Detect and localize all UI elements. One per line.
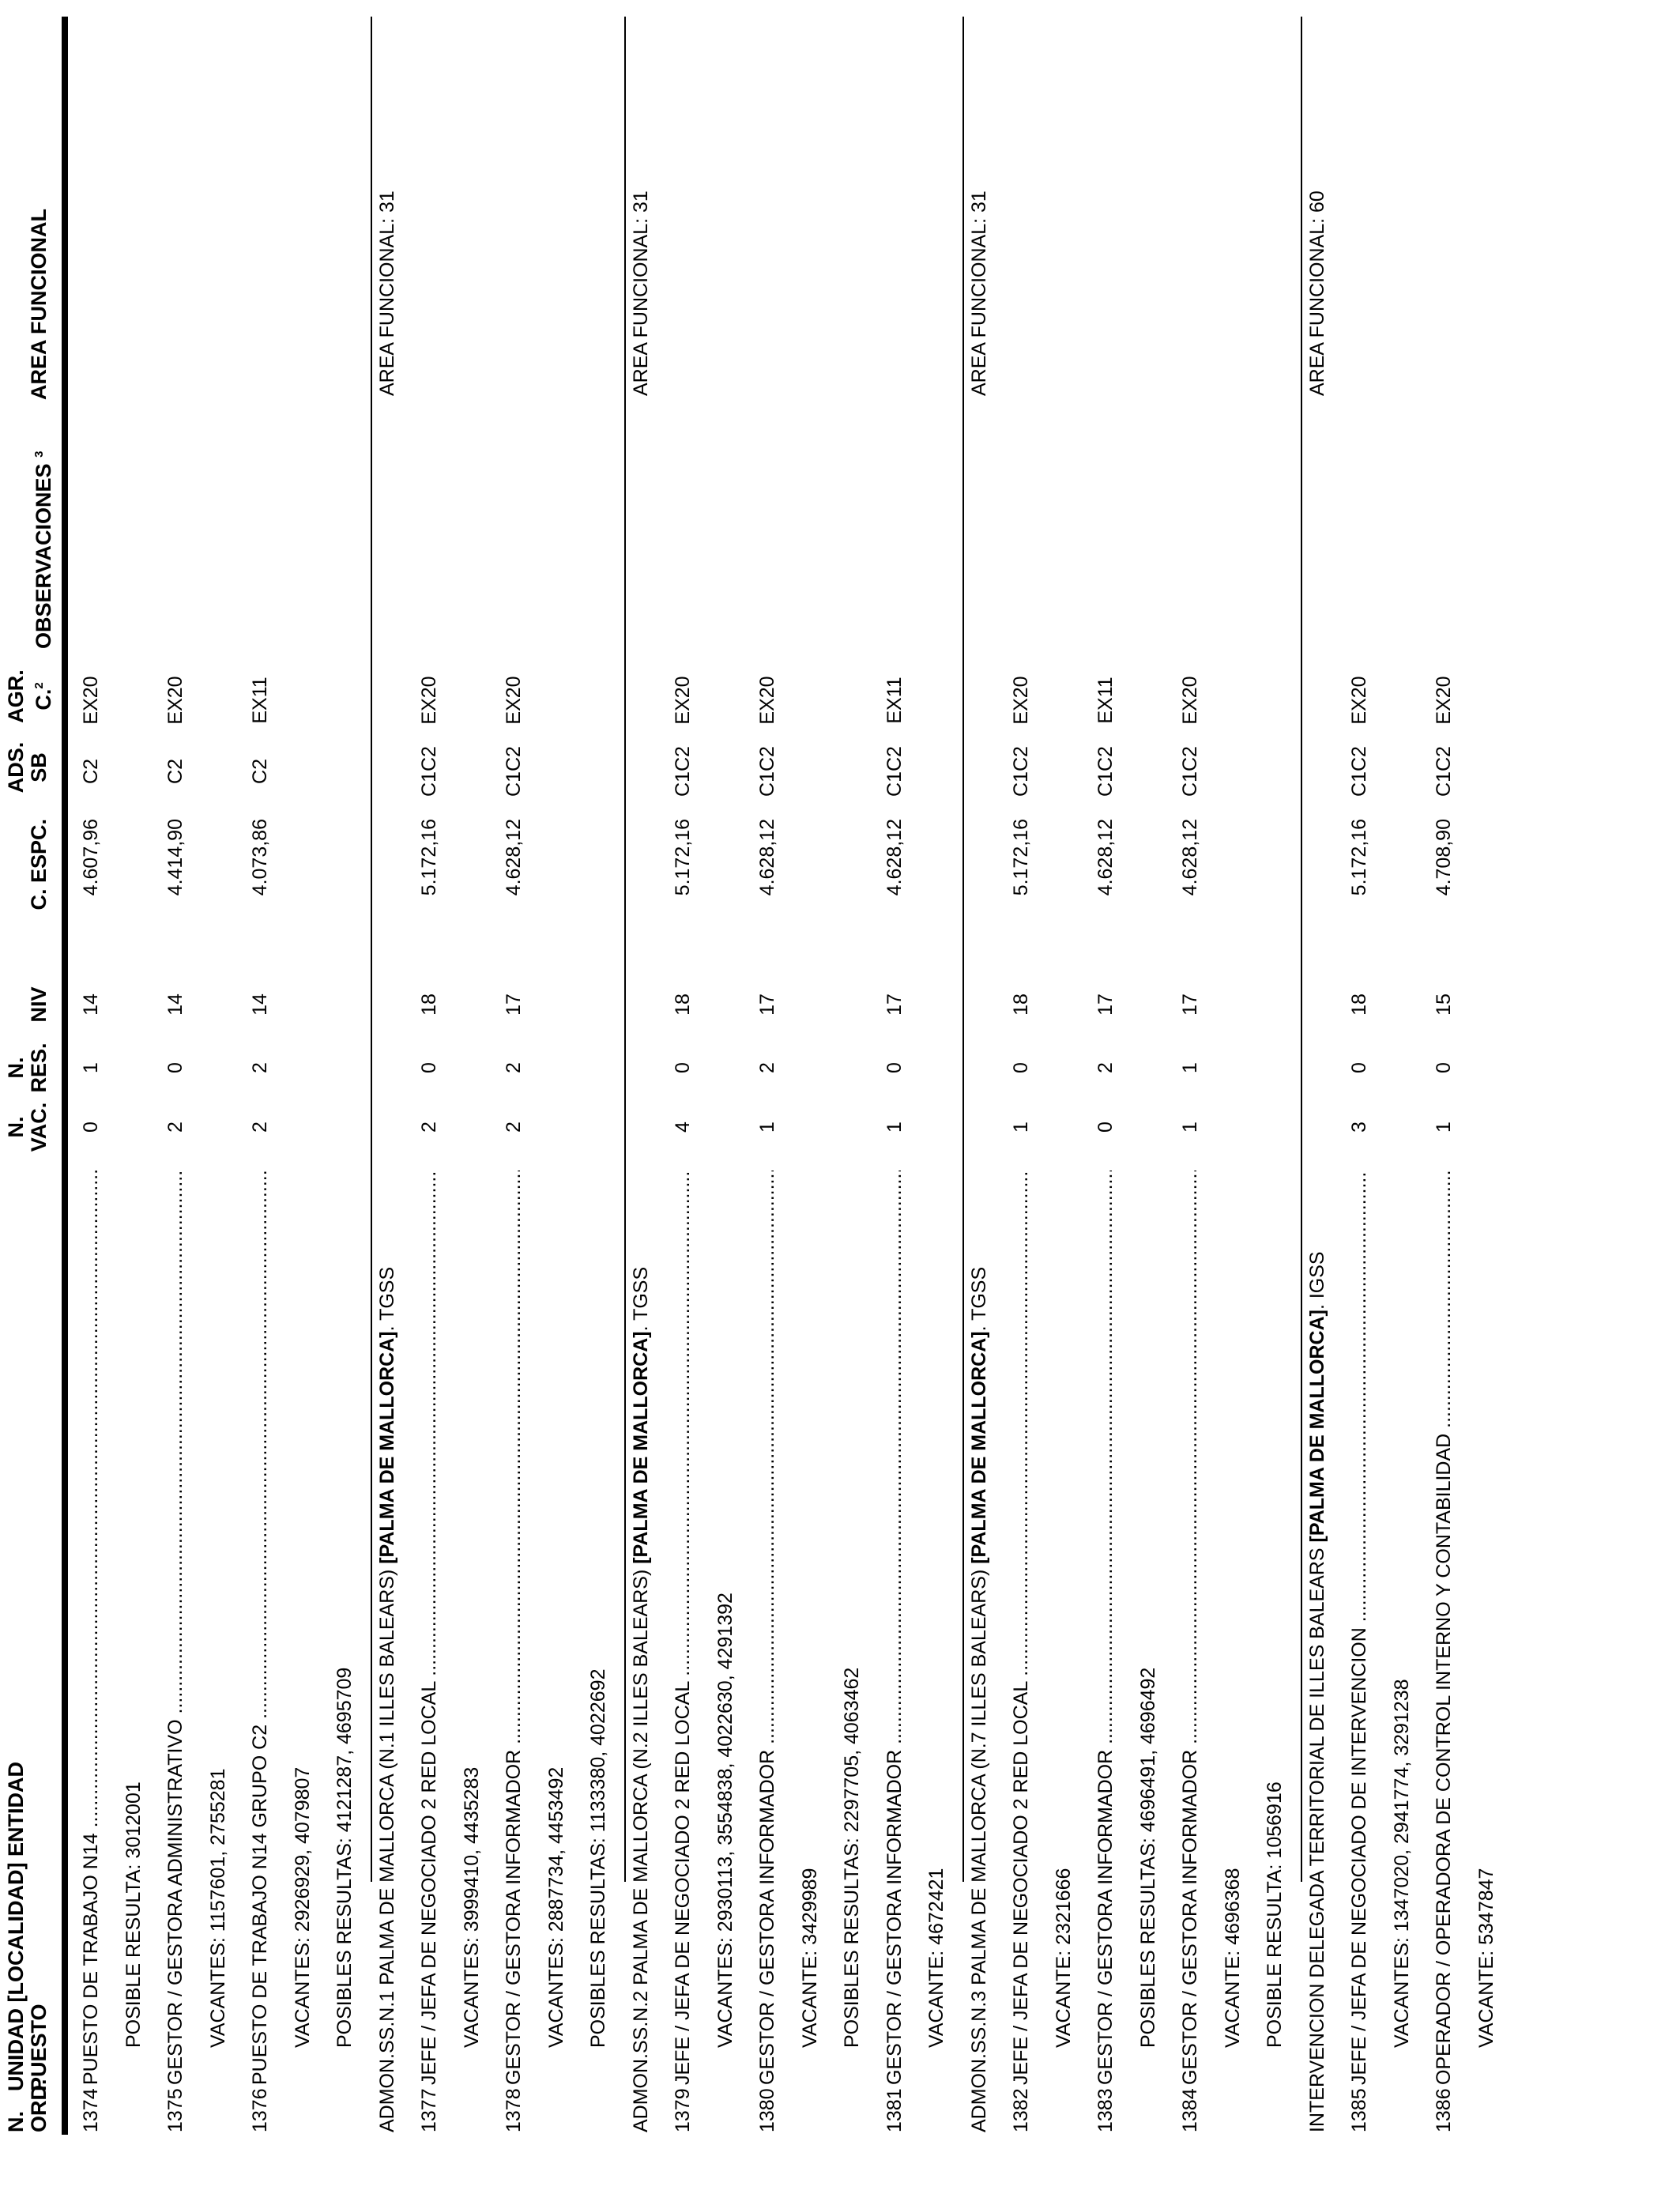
c-espc: 5.172,16 xyxy=(418,819,440,896)
n-ord: 1385 xyxy=(1348,2088,1370,2132)
n-res: 2 xyxy=(1094,1062,1117,1073)
ads-sb: C1C2 xyxy=(418,746,440,797)
sub-row xyxy=(120,0,147,2194)
table-row xyxy=(1092,0,1119,2194)
table-row xyxy=(77,0,104,2194)
ads-sb: C1C2 xyxy=(1348,746,1370,797)
group-title-row xyxy=(374,0,401,2194)
agr-c: EX20 xyxy=(418,676,440,725)
puesto: GESTOR / GESTORA INFORMADOR ..... xyxy=(500,1171,527,2085)
n-ord: 1374 xyxy=(80,2088,102,2132)
sub-row xyxy=(838,0,865,2194)
puesto: JEFE / JEFA DE NEGOCIADO 2 RED LOCAL ..... xyxy=(1008,1171,1034,2085)
n-vac: 1 xyxy=(1179,1122,1201,1133)
group-title: ADMON.SS.N.2 PALMA DE MALLORCA (N.2 ILLES BALEARS) [PALMA DE MALLORCA]. TGSS xyxy=(629,1266,652,2132)
n-vac: 1 xyxy=(756,1122,778,1133)
niv: 17 xyxy=(756,993,778,1016)
ads-sb: C1C2 xyxy=(756,746,778,797)
group-title-location: [PALMA DE MALLORCA] xyxy=(1305,1310,1328,1543)
sub-row xyxy=(458,0,485,2194)
ads-sb: C1C2 xyxy=(672,746,694,797)
puesto: PUESTO DE TRABAJO N14 ..... xyxy=(77,1171,104,2085)
header-unidad: UNIDAD [LOCALIDAD] ENTIDAD PUESTO xyxy=(4,1762,51,2091)
header-rule xyxy=(62,17,68,2135)
n-vac: 0 xyxy=(80,1122,102,1133)
group-title-row xyxy=(627,0,654,2194)
c-espc: 5.172,16 xyxy=(1348,819,1370,896)
table-row xyxy=(1008,0,1034,2194)
sub-row xyxy=(585,0,612,2194)
niv: 14 xyxy=(80,993,102,1016)
table-row xyxy=(1430,0,1457,2194)
vacantes-detail: VACANTE: 3429989 xyxy=(798,1868,821,2048)
vacantes-detail: POSIBLE RESULTA: 3012001 xyxy=(122,1781,145,2048)
vacantes-detail: VACANTES: 1347020, 2941774, 3291238 xyxy=(1390,1679,1413,2048)
n-vac: 4 xyxy=(672,1122,694,1133)
puesto: JEFE / JEFA DE NEGOCIADO DE INTERVENCION ..... xyxy=(1346,1171,1373,2085)
c-espc: 4.607,96 xyxy=(80,819,102,896)
n-ord: 1378 xyxy=(503,2088,525,2132)
niv: 15 xyxy=(1433,993,1455,1016)
n-ord: 1377 xyxy=(418,2088,440,2132)
agr-c: EX11 xyxy=(883,677,906,724)
agr-c: EX20 xyxy=(672,676,694,725)
n-vac: 1 xyxy=(1010,1122,1032,1133)
ads-sb: C2 xyxy=(249,759,271,784)
c-espc: 5.172,16 xyxy=(1010,819,1032,896)
niv: 18 xyxy=(1348,993,1370,1016)
area-funcional: AREA FUNCIONAL: 31 xyxy=(967,190,990,396)
c-espc: 4.628,12 xyxy=(1179,819,1201,896)
agr-c: EX11 xyxy=(249,677,271,724)
puesto: JEFE / JEFA DE NEGOCIADO 2 RED LOCAL ..... xyxy=(669,1171,696,2085)
niv: 18 xyxy=(418,993,440,1016)
n-res: 0 xyxy=(1433,1062,1455,1073)
agr-c: EX20 xyxy=(503,676,525,725)
n-res: 2 xyxy=(249,1062,271,1073)
n-vac: 2 xyxy=(164,1122,186,1133)
n-vac: 1 xyxy=(883,1122,906,1133)
agr-c: EX20 xyxy=(1433,676,1455,725)
n-ord: 1376 xyxy=(249,2088,271,2132)
agr-c: EX20 xyxy=(164,676,186,725)
header-niv: NIV xyxy=(27,986,51,1023)
vacantes-detail: VACANTES: 1157601, 2755281 xyxy=(206,1768,229,2048)
c-espc: 4.708,90 xyxy=(1433,819,1455,896)
agr-c: EX11 xyxy=(1094,677,1117,724)
n-res: 0 xyxy=(418,1062,440,1073)
n-res: 0 xyxy=(1348,1062,1370,1073)
table-row xyxy=(1346,0,1373,2194)
sub-row xyxy=(1473,0,1500,2194)
table-row xyxy=(1177,0,1203,2194)
agr-c: EX20 xyxy=(1348,676,1370,725)
puesto: GESTOR / GESTORA ADMINISTRATIVO ..... xyxy=(162,1171,189,2085)
sub-row xyxy=(331,0,358,2194)
n-ord: 1379 xyxy=(672,2088,694,2132)
n-res: 2 xyxy=(756,1062,778,1073)
group-separator-rule xyxy=(624,17,626,1882)
puesto: GESTOR / GESTORA INFORMADOR ..... xyxy=(754,1171,781,2085)
ads-sb: C1C2 xyxy=(1179,746,1201,797)
n-res: 1 xyxy=(1179,1062,1201,1073)
niv: 17 xyxy=(503,993,525,1016)
header-n-vac: N. VAC. xyxy=(4,1102,51,1152)
group-separator-rule xyxy=(962,17,964,1882)
c-espc: 4.628,12 xyxy=(1094,819,1117,896)
vacantes-detail: POSIBLES RESULTAS: 1133380, 4022692 xyxy=(587,1668,609,2048)
n-ord: 1380 xyxy=(756,2088,778,2132)
ads-sb: C1C2 xyxy=(1010,746,1032,797)
n-ord: 1381 xyxy=(883,2088,906,2132)
niv: 14 xyxy=(249,993,271,1016)
vacantes-detail: POSIBLES RESULTAS: 4121287, 4695709 xyxy=(333,1667,356,2048)
table-row xyxy=(881,0,908,2194)
niv: 18 xyxy=(1010,993,1032,1016)
group-title-row xyxy=(1304,0,1331,2194)
group-title: ADMON.SS.N.3 PALMA DE MALLORCA (N.7 ILLES BALEARS) [PALMA DE MALLORCA]. TGSS xyxy=(967,1266,990,2132)
sub-row xyxy=(712,0,739,2194)
sub-row xyxy=(1219,0,1246,2194)
ads-sb: C1C2 xyxy=(503,746,525,797)
sub-row xyxy=(1050,0,1077,2194)
puesto: OPERADOR / OPERADORA DE CONTROL INTERNO Y CONTABILIDAD ..... xyxy=(1430,1171,1457,2085)
group-title-row xyxy=(966,0,993,2194)
sub-row xyxy=(205,0,232,2194)
agr-c: EX20 xyxy=(1179,676,1201,725)
vacantes-detail: VACANTES: 2887734, 4453492 xyxy=(544,1766,567,2048)
c-espc: 4.628,12 xyxy=(503,819,525,896)
niv: 18 xyxy=(672,993,694,1016)
table-row xyxy=(416,0,443,2194)
table-row xyxy=(247,0,273,2194)
header-observaciones: OBSERVACIONES $^3$ xyxy=(32,450,55,649)
table-row xyxy=(754,0,781,2194)
group-title: INTERVENCION DELEGADA TERRITORIAL DE ILLES BALEARS [PALMA DE MALLORCA]. IGSS xyxy=(1305,1251,1328,2132)
n-vac: 2 xyxy=(418,1122,440,1133)
vacantes-detail: VACANTE: 2321666 xyxy=(1052,1868,1075,2048)
sub-row xyxy=(1388,0,1415,2194)
table-row xyxy=(162,0,189,2194)
group-title-location: [PALMA DE MALLORCA] xyxy=(967,1331,990,1564)
puesto: JEFE / JEFA DE NEGOCIADO 2 RED LOCAL ..... xyxy=(416,1171,443,2085)
c-espc: 4.628,12 xyxy=(756,819,778,896)
group-title: ADMON.SS.N.1 PALMA DE MALLORCA (N.1 ILLES BALEARS) [PALMA DE MALLORCA]. TGSS xyxy=(375,1266,398,2132)
c-espc: 5.172,16 xyxy=(672,819,694,896)
puesto: GESTOR / GESTORA INFORMADOR ..... xyxy=(881,1171,908,2085)
n-ord: 1375 xyxy=(164,2088,186,2132)
sub-row xyxy=(1261,0,1288,2194)
c-espc: 4.414,90 xyxy=(164,819,186,896)
c-espc: 4.628,12 xyxy=(883,819,906,896)
n-res: 1 xyxy=(80,1062,102,1073)
niv: 17 xyxy=(1179,993,1201,1016)
vacantes-detail: VACANTES: 3999410, 4435283 xyxy=(460,1766,483,2048)
agr-c: EX20 xyxy=(756,676,778,725)
niv: 17 xyxy=(883,993,906,1016)
vacantes-detail: VACANTES: 2930113, 3554838, 4022630, 4291392 xyxy=(714,1593,736,2048)
sub-row xyxy=(543,0,570,2194)
group-separator-rule xyxy=(371,17,372,1882)
n-res: 0 xyxy=(1010,1062,1032,1073)
header-area-funcional: AREA FUNCIONAL xyxy=(27,209,51,400)
niv: 17 xyxy=(1094,993,1117,1016)
n-ord: 1382 xyxy=(1010,2088,1032,2132)
c-espc: 4.073,86 xyxy=(249,819,271,896)
puesto: GESTOR / GESTORA INFORMADOR ..... xyxy=(1177,1171,1203,2085)
vacantes-detail: VACANTE: 4672421 xyxy=(925,1868,947,2048)
ads-sb: C1C2 xyxy=(1433,746,1455,797)
n-res: 2 xyxy=(503,1062,525,1073)
header-agr-c: AGR. C.$^2$ xyxy=(4,669,55,723)
area-funcional: AREA FUNCIONAL: 31 xyxy=(629,190,652,396)
n-ord: 1386 xyxy=(1433,2088,1455,2132)
sub-row xyxy=(289,0,316,2194)
n-vac: 0 xyxy=(1094,1122,1117,1133)
vacantes-detail: VACANTE: 5347847 xyxy=(1475,1868,1497,2048)
vacantes-detail: POSIBLES RESULTAS: 2297705, 4063462 xyxy=(841,1667,863,2048)
n-res: 0 xyxy=(672,1062,694,1073)
agr-c: EX20 xyxy=(80,676,102,725)
table-row xyxy=(669,0,696,2194)
header-n-ord: N. ORD. xyxy=(4,2079,51,2132)
n-ord: 1384 xyxy=(1179,2088,1201,2132)
sub-row xyxy=(923,0,950,2194)
header-ads-sb: ADS. SB xyxy=(4,741,51,794)
puesto: PUESTO DE TRABAJO N14 GRUPO C2 ..... xyxy=(247,1171,273,2085)
ads-sb: C2 xyxy=(164,759,186,784)
vacantes-detail: POSIBLES RESULTAS: 4696491, 4696492 xyxy=(1136,1667,1159,2048)
area-funcional: AREA FUNCIONAL: 31 xyxy=(375,190,398,396)
n-vac: 2 xyxy=(249,1122,271,1133)
ads-sb: C1C2 xyxy=(1094,746,1117,797)
agr-c: EX20 xyxy=(1010,676,1032,725)
n-vac: 1 xyxy=(1433,1122,1455,1133)
n-res: 0 xyxy=(164,1062,186,1073)
sub-row xyxy=(1135,0,1162,2194)
n-res: 0 xyxy=(883,1062,906,1073)
area-funcional: AREA FUNCIONAL: 60 xyxy=(1305,190,1328,396)
puesto: GESTOR / GESTORA INFORMADOR ..... xyxy=(1092,1171,1119,2085)
ads-sb: C1C2 xyxy=(883,746,906,797)
table-row xyxy=(500,0,527,2194)
vacantes-detail: VACANTES: 2926929, 4079807 xyxy=(291,1766,314,2048)
niv: 14 xyxy=(164,993,186,1016)
group-title-location: [PALMA DE MALLORCA] xyxy=(375,1331,398,1564)
vacantes-detail: VACANTE: 4696368 xyxy=(1221,1868,1244,2048)
header-c-espc: C. ESPC. xyxy=(27,819,51,910)
ads-sb: C2 xyxy=(80,759,102,784)
n-vac: 2 xyxy=(503,1122,525,1133)
group-title-location: [PALMA DE MALLORCA] xyxy=(629,1331,652,1564)
sub-row xyxy=(797,0,823,2194)
n-vac: 3 xyxy=(1348,1122,1370,1133)
group-separator-rule xyxy=(1301,17,1302,1882)
header-n-res: N. RES. xyxy=(4,1042,51,1093)
vacantes-detail: POSIBLE RESULTA: 1056916 xyxy=(1264,1781,1286,2048)
n-ord: 1383 xyxy=(1094,2088,1117,2132)
